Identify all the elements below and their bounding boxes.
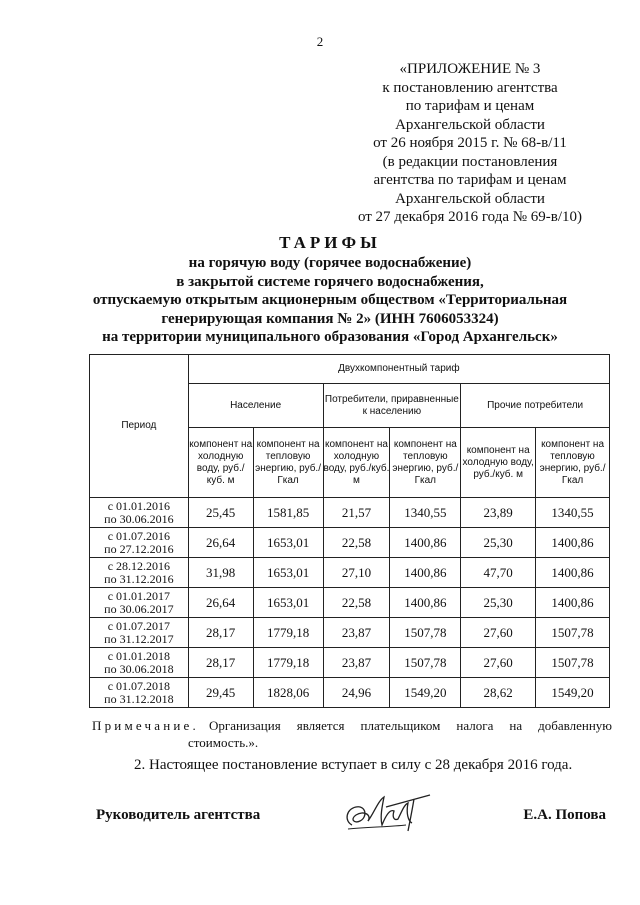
value-cell: 22,58 (323, 588, 390, 618)
period-cell: с 01.07.2018 по 31.12.2018 (90, 678, 189, 708)
component-heat-header: компонент на тепловую энергию, руб./Гкал (536, 428, 610, 498)
group-header-other: Прочие потребители (461, 384, 610, 428)
value-cell: 1507,78 (390, 648, 461, 678)
value-cell: 1400,86 (536, 558, 610, 588)
value-cell: 1507,78 (536, 618, 610, 648)
group-header-equated: Потребители, приравненные к населению (323, 384, 461, 428)
table-row (90, 528, 610, 558)
value-cell: 1400,86 (536, 588, 610, 618)
period-header: Период (90, 355, 189, 498)
value-cell: 28,62 (461, 678, 536, 708)
appendix-line: от 26 ноября 2015 г. № 68-в/11 (373, 135, 567, 151)
value-cell: 26,64 (188, 588, 253, 618)
period-cell: с 01.01.2016 по 30.06.2016 (90, 498, 189, 528)
title-line: на горячую воду (горячее водоснабжение) (188, 255, 472, 271)
value-cell: 1653,01 (253, 588, 323, 618)
appendix-line: «ПРИЛОЖЕНИЕ № 3 (399, 61, 541, 77)
title-line: на территории муниципального образования «Город Архангельск» (102, 329, 558, 345)
value-cell: 1507,78 (536, 648, 610, 678)
value-cell: 1549,20 (536, 678, 610, 708)
value-cell: 1400,86 (390, 558, 461, 588)
value-cell: 1779,18 (253, 618, 323, 648)
value-cell: 1653,01 (253, 528, 323, 558)
table-row (90, 558, 610, 588)
value-cell: 23,87 (323, 648, 390, 678)
value-cell: 25,30 (461, 588, 536, 618)
title-line: в закрытой системе горячего водоснабжения, (176, 273, 484, 290)
value-cell: 31,98 (188, 558, 253, 588)
component-cold-header: компонент на холодную воду, руб./куб. м (461, 428, 536, 498)
title-line: отпускаемую открытым акционерным обществом «Территориальная (92, 292, 568, 308)
value-cell: 28,17 (188, 618, 253, 648)
value-cell: 22,58 (323, 528, 390, 558)
value-cell: 23,87 (323, 618, 390, 648)
appendix-line: по тарифам и ценам (405, 98, 535, 114)
value-cell: 27,60 (461, 648, 536, 678)
document-title (30, 232, 630, 347)
note-block (92, 717, 612, 751)
value-cell: 26,64 (188, 528, 253, 558)
signatory-name: Е.А. Попова (523, 807, 606, 823)
table-row (90, 648, 610, 678)
signature-icon (338, 791, 438, 837)
value-cell: 47,70 (461, 558, 536, 588)
period-cell: с 01.01.2018 по 30.06.2018 (90, 648, 189, 678)
value-cell: 1400,86 (536, 528, 610, 558)
table-row (90, 588, 610, 618)
group-header-population: Население (188, 384, 323, 428)
component-heat-header: компонент на тепловую энергию, руб./Гкал (390, 428, 461, 498)
value-cell: 1828,06 (253, 678, 323, 708)
note-label: Примечание. (92, 718, 199, 733)
value-cell: 27,60 (461, 618, 536, 648)
title-line: генерирующая компания № 2» (ИНН 7606053324) (161, 310, 499, 327)
value-cell: 1340,55 (536, 498, 610, 528)
note-text-line1: Организация является плательщиком налога на добавленную (208, 718, 612, 733)
signatory-title: Руководитель агентства (96, 807, 261, 823)
table-row (90, 618, 610, 648)
value-cell: 23,89 (461, 498, 536, 528)
tariff-rows (90, 498, 610, 708)
value-cell: 27,10 (323, 558, 390, 588)
page-number: 2 (316, 34, 324, 49)
appendix-line: Архангельской области (395, 190, 545, 207)
appendix-line: Архангельской области (395, 116, 545, 133)
value-cell: 21,57 (323, 498, 390, 528)
appendix-line: агентства по тарифам и ценам (373, 172, 567, 188)
title-main: ТАРИФЫ (279, 233, 381, 252)
value-cell: 1549,20 (390, 678, 461, 708)
component-heat-header: компонент на тепловую энергию, руб./Гкал (253, 428, 323, 498)
note-text-line2: стоимость.». (188, 735, 259, 750)
tariffs-table (89, 354, 610, 708)
period-cell: с 01.07.2017 по 31.12.2017 (90, 618, 189, 648)
value-cell: 28,17 (188, 648, 253, 678)
table-row (90, 678, 610, 708)
period-cell: с 28.12.2016 по 31.12.2016 (90, 558, 189, 588)
table-row (90, 498, 610, 528)
period-cell: с 01.07.2016 по 27.12.2016 (90, 528, 189, 558)
signature-block (96, 803, 616, 843)
component-cold-header: компонент на холодную воду, руб./куб. м (323, 428, 390, 498)
value-cell: 25,45 (188, 498, 253, 528)
value-cell: 1653,01 (253, 558, 323, 588)
appendix-block (330, 60, 610, 227)
value-cell: 25,30 (461, 528, 536, 558)
component-cold-header: компонент на холодную воду, руб./куб. м (188, 428, 253, 498)
tariff-header: Двухкомпонентный тариф (188, 355, 609, 384)
value-cell: 29,45 (188, 678, 253, 708)
value-cell: 1507,78 (390, 618, 461, 648)
value-cell: 1779,18 (253, 648, 323, 678)
period-cell: с 01.01.2017 по 30.06.2017 (90, 588, 189, 618)
value-cell: 1400,86 (390, 588, 461, 618)
value-cell: 24,96 (323, 678, 390, 708)
value-cell: 1340,55 (390, 498, 461, 528)
value-cell: 1400,86 (390, 528, 461, 558)
value-cell: 1581,85 (253, 498, 323, 528)
appendix-line: к постановлению агентства (382, 79, 558, 96)
appendix-line: (в редакции постановления (382, 153, 558, 170)
effective-date-clause: 2. Настоящее постановление вступает в силу с 28 декабря 2016 года. (134, 757, 573, 773)
appendix-line: от 27 декабря 2016 года № 69-в/10) (357, 209, 583, 225)
